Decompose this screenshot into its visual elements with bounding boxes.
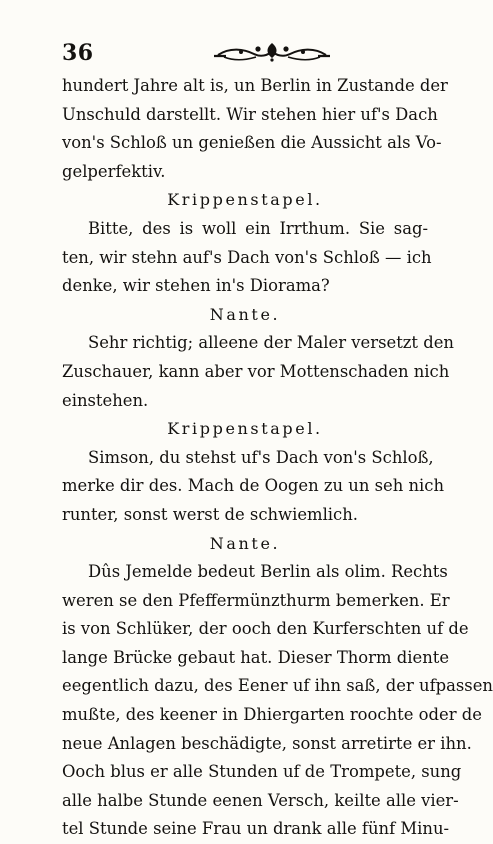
text-line: merke dir des. Mach de Oogen zu un seh nich <box>62 476 445 496</box>
text-line: denke, wir stehen in's Diorama? <box>62 276 330 296</box>
text-line: Bitte, des is woll ein Irrthum. Sie sag- <box>88 218 428 238</box>
text-line: Dûs Jemelde bedeut Berlin als olim. Rechts <box>88 562 448 582</box>
text-line: eegentlich dazu, des Eener uf ihn saß, der ufpassen <box>62 676 493 696</box>
speaker-name: Krippenstapel. <box>167 190 323 210</box>
text-line: weren se den Pfeffermünzthurm bemerken. Er <box>62 590 450 610</box>
text-line: Ooch blus er alle Stunden uf de Trompete, sung <box>62 762 462 782</box>
text-line: lange Brücke gebaut hat. Dieser Thorm diente <box>62 647 450 667</box>
text-line: von's Schloß un genießen die Aussicht als Vo- <box>62 133 442 153</box>
text-line: neue Anlagen beschädigte, sonst arretirte er ihn. <box>62 733 472 753</box>
ornament-icon <box>210 41 334 63</box>
body-text <box>62 72 493 844</box>
speaker-name: Nante. <box>209 304 281 324</box>
text-line: hundert Jahre alt is, un Berlin in Zustande der <box>62 76 448 95</box>
text-line: Sehr richtig; alleene der Maler versetzt den <box>88 333 454 353</box>
text-line: Zuschauer, kann aber vor Mottenschaden nich <box>62 361 450 381</box>
page-number: 36 <box>62 40 94 66</box>
text-line: Simson, du stehst uf's Dach von's Schloß, <box>88 447 434 467</box>
text-line: tel Stunde seine Frau un drank alle fünf Minu- <box>62 819 450 839</box>
text-line: mußte, des keener in Dhiergarten roochte oder de <box>62 705 482 725</box>
text-line: einstehen. <box>62 390 149 410</box>
text-line: alle halbe Stunde eenen Versch, keilte alle vier- <box>62 790 459 810</box>
speaker-name: Krippenstapel. <box>167 419 323 439</box>
speaker-name: Nante. <box>209 533 281 553</box>
text-line: is von Schlüker, der ooch den Kurferschten uf de <box>62 619 469 639</box>
text-line: gelperfektiv. <box>62 161 166 181</box>
page-header <box>62 38 422 68</box>
text-line: ten, wir stehn auf's Dach von's Schloß — ich <box>62 247 432 267</box>
text-line: Unschuld darstellt. Wir stehen hier uf's Dach <box>62 104 438 124</box>
text-line: runter, sonst werst de schwiemlich. <box>62 504 358 524</box>
